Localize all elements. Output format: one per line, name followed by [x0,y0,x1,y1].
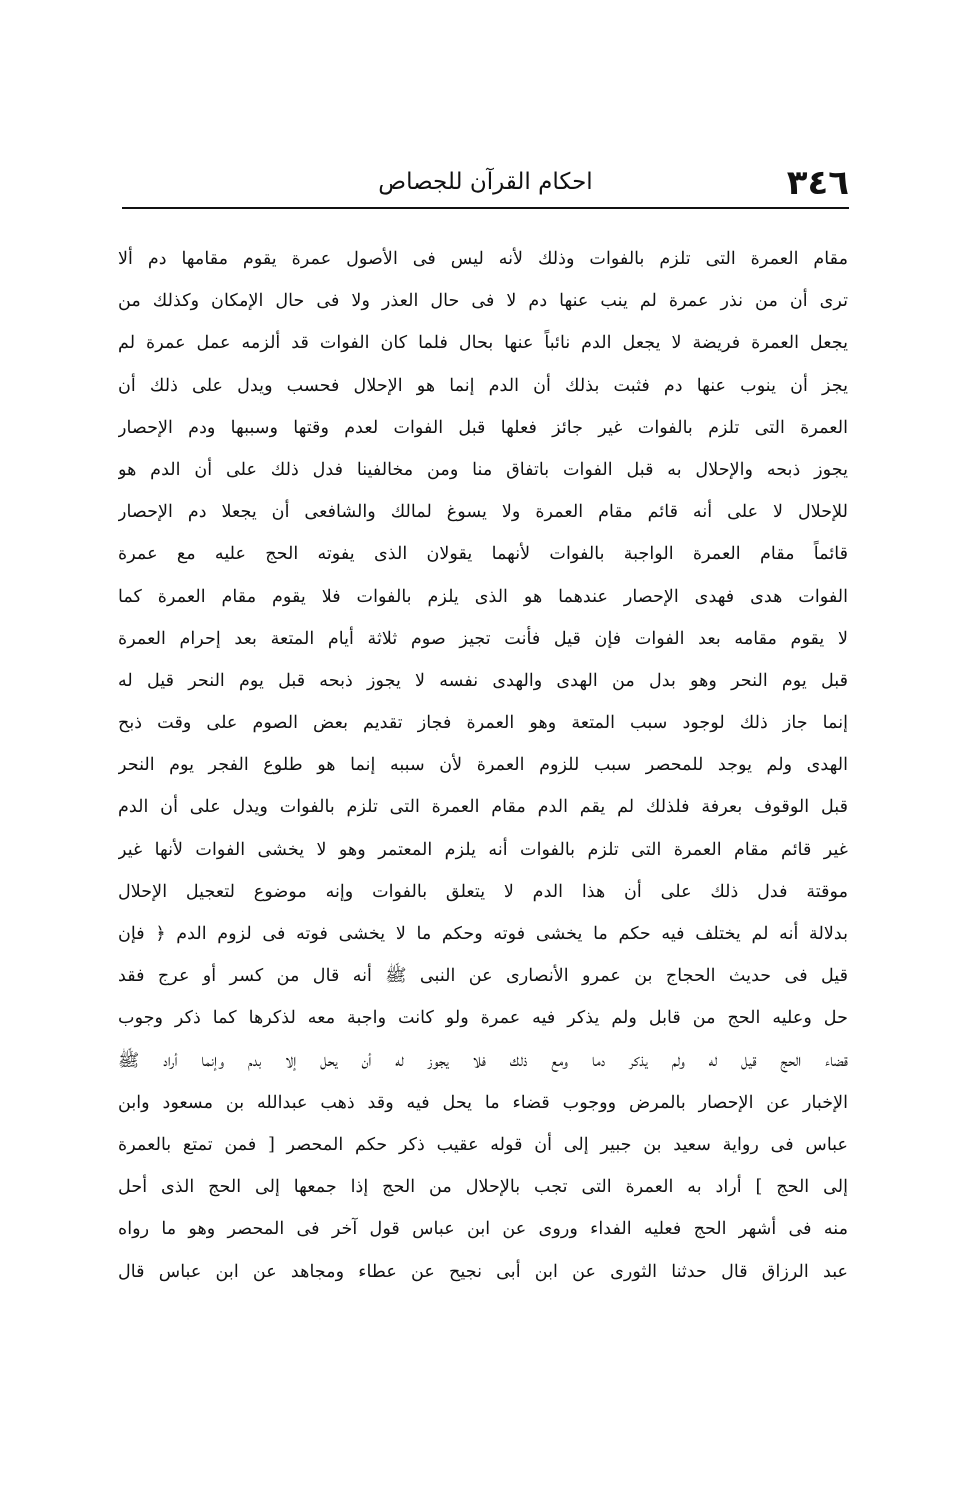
text-line: إلى الحج ] أراد به العمرة التى تجب بالإحلال من الحج إذا جمعها إلى الحج الذى أحل [118,1177,848,1198]
text-line: العمرة التى تلزم بالفوات غير جائز فعلها قبل الفوات لعدم وقتها وسببها ودم الإحصار [118,417,848,438]
text-line: مقام العمرة التى تلزم بالفوات وذلك لأنه ليس فى الأصول عمرة يقوم مقامها دم ألا [118,249,848,269]
page-header [122,158,849,208]
text-line: قائماً مقام العمرة الواجبة بالفوات لأنهما يقولان الذى يفوته الحج عليه مع عمرة [118,544,848,565]
page-number: ٣٤٦ [786,163,849,203]
text-line: إنما جاز ذلك لوجود سبب المتعة وهو العمرة فجاز تقديم بعض الصوم على وقت ذبح [118,713,848,734]
text-line: قبل الوقوف بعرفة فلذلك لم يقم الدم مقام العمرة التى تلزم بالفوات ويدل على أن الدم [118,797,848,818]
text-line: ترى أن من نذر عمرة لم ينب عنها دم لا فى حال العذر ولا فى حال الإمكان وكذلك من [118,291,848,312]
text-line: يجوز ذبحه والإحلال به قبل الفوات باتفاق منا ومن مخالفينا فدل ذلك على أن الدم هو [118,459,848,480]
text-line: منه فى أشهر الحج فعليه الفداء وروى عن ابن عباس قول آخر فى المحصر وهو ما رواه [118,1219,848,1240]
running-title: احكام القرآن للجصاص [378,169,593,195]
text-line: يجز أن ينوب عنها دم فثبت بذلك أن الدم إنما هو الإحلال فحسب ويدل على ذلك أن [118,375,848,396]
text-line: غير قائم مقام العمرة التى تلزم بالفوات أنه يلزم المعتمر وهو لا يخشى الفوات لأنها غير [118,839,848,860]
text-line: قبل يوم النحر وهو بدل من الهدى والهدى نفسه لا يجوز ذبحه قبل يوم النحر قيل له [118,670,848,691]
text-line: قيل فى حديث الحجاج بن عمرو الأنصارى عن النبى ﷺ أنه قال من كسر أو عرج فقد [118,966,848,987]
text-line: عبد الرزاق قال حدثنا الثورى عن ابن أبى نجيح عن عطاء ومجاهد عن ابن عباس قال [118,1261,848,1282]
header-rule [122,207,849,209]
text-line: يجعل العمرة فريضة لا يجعل الدم نائباً عنها بحال فلما كان الفوات قد ألزمه عمل عمرة لم [118,333,848,354]
body-text [118,238,848,1293]
text-line: موقتة فدل ذلك على أن هذا الدم لا يتعلق بالفوات وإنه موضوع لتعجيل الإحلال [118,881,848,902]
text-line: الإخبار عن الإحصار بالمرض ووجوب قضاء ما يحل فيه وقد ذهب عبدالله بن مسعود وابن [118,1092,848,1113]
text-line: بدلالة أنه لم يختلف فيه حكم ما يخشى فوته وحكم ما لا يخشى فوته فى لزوم الدم ﴿ فإن [118,924,848,944]
text-line: الفوات هدى فهدى الإحصار عندهما هو الذى يلزم بالفوات فلا يقوم مقام العمرة كما [118,586,848,607]
text-line: عباس فى رواية سعيد بن جبير إلى أن قوله عقيب ذكر حكم المحصر [ فمن تمتع بالعمرة [118,1134,848,1155]
text-line: لا يقوم مقامه بعد الفوات فإن قيل فأنت تجيز صوم ثلاثة أيام المتعة بعد إحرام العمرة [118,628,848,649]
text-line: للإحلال لا على أنه قائم مقام العمرة ولا يسوغ لمالك والشافعى أن يجعلا دم الإحصار [118,502,848,523]
text-line: حل وعليه الحج من قابل ولم يذكر فيه عمرة ولو كانت واجبة معه لذكرها كما ذكر وجوب [118,1008,848,1029]
text-line: قضاء الحج قيل له ولم يذكر دما ومع ذلك فلا يجوز له أن يحل إلا بدم وإنما أراد ﷺ [118,1050,848,1071]
text-line: الهدى ولم يوجد للمحصر سبب للزوم العمرة لأن سببه إنما هو طلوع الفجر يوم النحر [118,755,848,776]
